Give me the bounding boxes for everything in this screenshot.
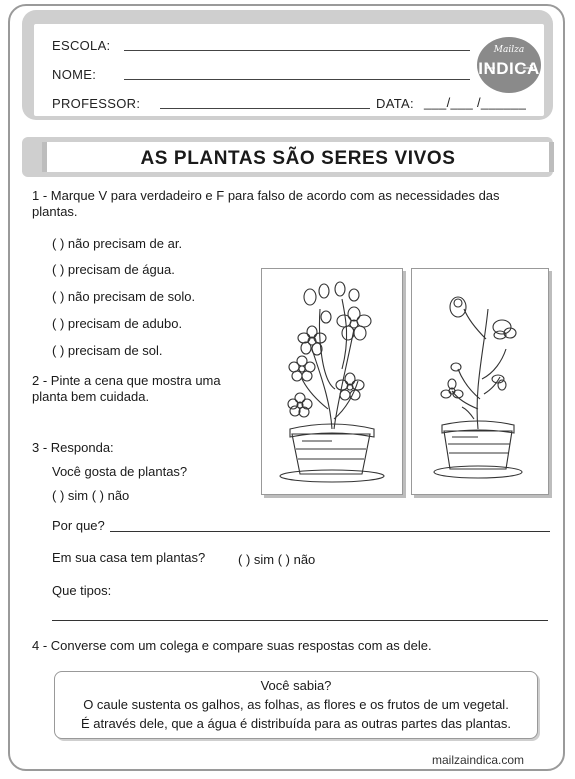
q3-why-line[interactable] bbox=[110, 531, 550, 532]
logo-arrow-icon bbox=[477, 37, 541, 93]
data-label: DATA: bbox=[376, 96, 414, 111]
wilted-plant-icon bbox=[412, 269, 548, 494]
nome-label: NOME: bbox=[52, 67, 97, 82]
q3-why-label: Por que? bbox=[52, 518, 105, 533]
nome-field[interactable] bbox=[124, 79, 470, 80]
logo-text-bottom: INDICA bbox=[478, 59, 540, 78]
q3-text: 3 - Responda: bbox=[32, 440, 114, 455]
page-title: AS PLANTAS SÃO SERES VIVOS bbox=[140, 148, 456, 169]
flowering-plant-icon bbox=[262, 269, 402, 494]
info-box bbox=[54, 671, 538, 739]
q1-text: 1 - Marque V para verdadeiro e F para falso de acordo com as necessidades das plantas. bbox=[32, 188, 500, 219]
q2-text: 2 - Pinte a cena que mostra uma planta bem cuidada. bbox=[32, 373, 221, 404]
info-title: Você sabia? bbox=[260, 678, 332, 693]
q1-option-1[interactable]: ( ) não precisam de ar. bbox=[52, 236, 183, 251]
q4-text: 4 - Converse com um colega e compare suas respostas com as dele. bbox=[32, 638, 432, 653]
q3-types-line[interactable] bbox=[52, 620, 548, 621]
plant-image-right[interactable] bbox=[411, 268, 549, 495]
q1-option-2[interactable]: ( ) precisam de água. bbox=[52, 262, 175, 277]
info-line-1: O caule sustenta os galhos, as folhas, as flores e os frutos de um vegetal. bbox=[83, 697, 509, 712]
q3-types-label: Que tipos: bbox=[52, 583, 112, 598]
q1-option-4[interactable]: ( ) precisam de adubo. bbox=[52, 316, 183, 331]
plant-image-left[interactable] bbox=[261, 268, 403, 495]
escola-label: ESCOLA: bbox=[52, 38, 111, 53]
logo bbox=[477, 37, 541, 93]
q3-sub2: Em sua casa tem plantas? bbox=[52, 550, 206, 565]
q1-option-3[interactable]: ( ) não precisam de solo. bbox=[52, 289, 196, 304]
professor-field[interactable] bbox=[160, 108, 370, 109]
logo-text-top: Mailza bbox=[493, 45, 525, 55]
q3-sub1: Você gosta de plantas? bbox=[52, 464, 188, 479]
footer-url: mailzaindica.com bbox=[432, 753, 525, 767]
escola-field[interactable] bbox=[124, 50, 470, 51]
q3-sub2-options[interactable]: ( ) sim ( ) não bbox=[238, 552, 316, 567]
q1-option-5[interactable]: ( ) precisam de sol. bbox=[52, 343, 163, 358]
info-line-2: É através dele, que a água é distribuída para as outras partes das plantas. bbox=[81, 716, 511, 731]
date-field[interactable]: ___/___ /______ bbox=[424, 95, 527, 110]
q3-sub1-options[interactable]: ( ) sim ( ) não bbox=[52, 488, 130, 503]
professor-label: PROFESSOR: bbox=[52, 96, 141, 111]
